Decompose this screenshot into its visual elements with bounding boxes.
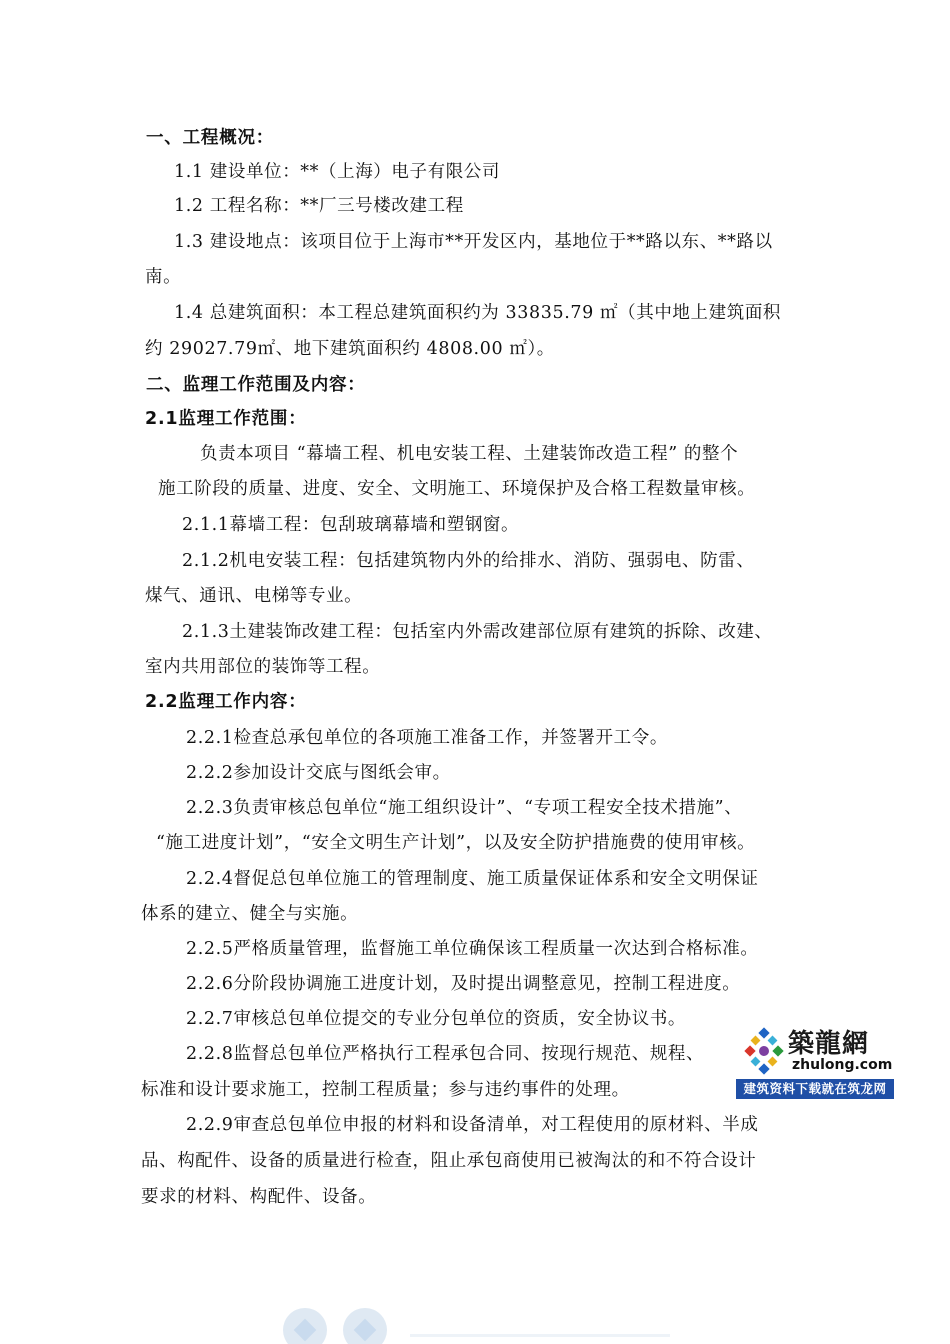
subsection-heading: 2.1监理工作范围： — [145, 409, 307, 429]
text-line: 2.2.2参加设计交底与图纸会审。 — [186, 763, 451, 783]
section-heading-overview: 一、工程概况： — [146, 128, 275, 148]
text-line: 2.2.4督促总包单位施工的管理制度、施工质量保证体系和安全文明保证 — [186, 869, 759, 889]
text-line: 1.3 建设地点：该项目位于上海市**开发区内，基地位于**路以东、**路以 — [174, 232, 773, 252]
text-line: 1.1 建设单位：**（上海）电子有限公司 — [174, 162, 500, 182]
watermark-logo-text: 築龍網 — [788, 1029, 870, 1059]
subsection-heading: 2.2监理工作内容： — [145, 692, 307, 712]
section-heading-scope: 二、监理工作范围及内容： — [146, 375, 366, 395]
text-line: 1.2 工程名称：**厂三号楼改建工程 — [174, 196, 464, 216]
text-line: 施工阶段的质量、进度、安全、文明施工、环境保护及合格工程数量审核。 — [158, 479, 756, 499]
text-line: 2.1.2机电安装工程：包括建筑物内外的给排水、消防、强弱电、防雷、 — [182, 551, 755, 571]
zhulong-watermark — [736, 1021, 894, 1099]
text-line: 煤气、通讯、电梯等专业。 — [145, 586, 363, 606]
text-line: 2.1.3土建装饰改建工程：包括室内外需改建部位原有建筑的拆除、改建、 — [182, 622, 773, 642]
text-line: 2.2.5严格质量管理，监督施工单位确保该工程质量一次达到合格标准。 — [186, 939, 759, 959]
watermark-slogan: 建筑资料下载就在筑龙网 — [736, 1079, 894, 1099]
footer-decoration-icon — [270, 1296, 690, 1344]
text-line: 标准和设计要求施工，控制工程质量；参与违约事件的处理。 — [141, 1080, 630, 1100]
snowflake-logo-icon — [740, 1025, 788, 1077]
text-line: 2.1.1幕墙工程：包刮玻璃幕墙和塑钢窗。 — [182, 515, 520, 535]
text-line: “施工进度计划”，“安全文明生产计划”，以及安全防护措施费的使用审核。 — [156, 833, 756, 853]
text-line: 南。 — [145, 267, 182, 287]
text-line: 约 29027.79㎡、地下建筑面积约 4808.00 ㎡）。 — [145, 339, 555, 359]
text-line: 2.2.3负责审核总包单位“施工组织设计”、“专项工程安全技术措施”、 — [186, 798, 743, 818]
text-line: 1.4 总建筑面积：本工程总建筑面积约为 33835.79 ㎡（其中地上建筑面积 — [174, 303, 782, 323]
text-line: 2.2.9审查总包单位申报的材料和设备清单，对工程使用的原材料、半成 — [186, 1115, 759, 1135]
text-line: 2.2.7审核总包单位提交的专业分包单位的资质，安全协议书。 — [186, 1009, 687, 1029]
text-line: 2.2.6分阶段协调施工进度计划，及时提出调整意见，控制工程进度。 — [186, 974, 741, 994]
watermark-url: zhulong.com — [792, 1057, 893, 1073]
text-line: 室内共用部位的装饰等工程。 — [145, 657, 381, 677]
text-line: 2.2.1检查总承包单位的各项施工准备工作，并签署开工令。 — [186, 728, 668, 748]
text-line: 体系的建立、健全与实施。 — [141, 904, 359, 924]
text-line: 负责本项目 “幕墙工程、机电安装工程、土建装饰改造工程” 的整个 — [200, 444, 739, 464]
text-line: 2.2.8监督总包单位严格执行工程承包合同、按现行规范、规程、 — [186, 1044, 705, 1064]
text-line: 要求的材料、构配件、设备。 — [141, 1187, 377, 1207]
text-line: 品、构配件、设备的质量进行检查，阻止承包商使用已被淘汰的和不符合设计 — [141, 1151, 757, 1171]
